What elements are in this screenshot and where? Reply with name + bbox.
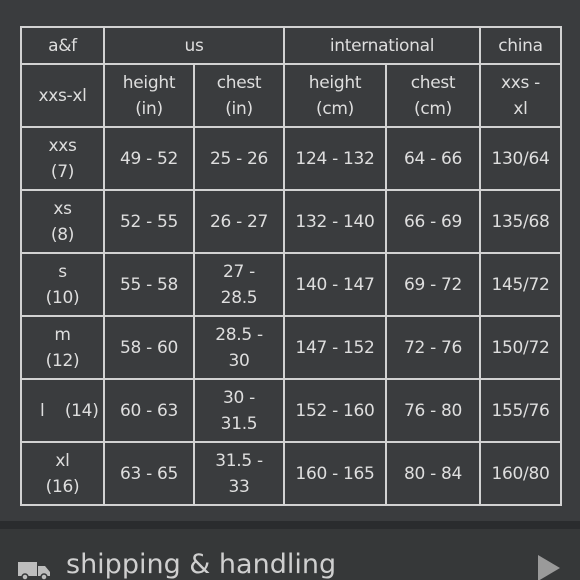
intl-chest-cell: 69 - 72 bbox=[386, 253, 480, 316]
intl-chest-cell: 72 - 76 bbox=[386, 316, 480, 379]
size-cell: xl (16) bbox=[21, 442, 104, 505]
header-international: international bbox=[284, 27, 480, 64]
china-size-cell: 150/72 bbox=[480, 316, 561, 379]
intl-height-cell: 124 - 132 bbox=[284, 127, 386, 190]
intl-height-cell: 147 - 152 bbox=[284, 316, 386, 379]
us-chest-cell: 25 - 26 bbox=[194, 127, 284, 190]
table-row bbox=[21, 379, 561, 442]
table-row bbox=[21, 253, 561, 316]
us-chest-cell: 28.5 - 30 bbox=[194, 316, 284, 379]
china-size-cell: 145/72 bbox=[480, 253, 561, 316]
intl-chest-cell: 66 - 69 bbox=[386, 190, 480, 253]
header-us: us bbox=[104, 27, 284, 64]
header-intl-chest: chest (cm) bbox=[386, 64, 480, 127]
china-size-cell: 130/64 bbox=[480, 127, 561, 190]
us-chest-cell: 27 - 28.5 bbox=[194, 253, 284, 316]
us-chest-cell: 26 - 27 bbox=[194, 190, 284, 253]
header-china: china bbox=[480, 27, 561, 64]
header-china-size: xxs - xl bbox=[480, 64, 561, 127]
size-cell: l (14) bbox=[21, 379, 104, 442]
intl-height-cell: 160 - 165 bbox=[284, 442, 386, 505]
us-height-cell: 60 - 63 bbox=[104, 379, 194, 442]
intl-height-cell: 132 - 140 bbox=[284, 190, 386, 253]
intl-chest-cell: 76 - 80 bbox=[386, 379, 480, 442]
header-brand: a&f bbox=[21, 27, 104, 64]
us-chest-cell: 30 - 31.5 bbox=[194, 379, 284, 442]
size-cell: m (12) bbox=[21, 316, 104, 379]
shipping-handling-row[interactable] bbox=[0, 529, 580, 580]
table-row bbox=[21, 190, 561, 253]
header-us-height: height (in) bbox=[104, 64, 194, 127]
footer-divider bbox=[0, 521, 580, 529]
header-us-chest: chest (in) bbox=[194, 64, 284, 127]
size-cell: xs (8) bbox=[21, 190, 104, 253]
shipping-handling-label[interactable]: shipping & handling bbox=[66, 549, 337, 580]
size-chart-table bbox=[20, 26, 562, 506]
intl-height-cell: 152 - 160 bbox=[284, 379, 386, 442]
play-icon[interactable] bbox=[536, 555, 560, 580]
header-row-regions bbox=[21, 27, 561, 64]
intl-chest-cell: 64 - 66 bbox=[386, 127, 480, 190]
intl-height-cell: 140 - 147 bbox=[284, 253, 386, 316]
china-size-cell: 160/80 bbox=[480, 442, 561, 505]
us-height-cell: 49 - 52 bbox=[104, 127, 194, 190]
us-height-cell: 58 - 60 bbox=[104, 316, 194, 379]
header-row-measures bbox=[21, 64, 561, 127]
china-size-cell: 155/76 bbox=[480, 379, 561, 442]
china-size-cell: 135/68 bbox=[480, 190, 561, 253]
table-row bbox=[21, 316, 561, 379]
us-height-cell: 63 - 65 bbox=[104, 442, 194, 505]
size-cell: xxs (7) bbox=[21, 127, 104, 190]
header-intl-height: height (cm) bbox=[284, 64, 386, 127]
size-cell: s (10) bbox=[21, 253, 104, 316]
us-height-cell: 55 - 58 bbox=[104, 253, 194, 316]
header-size-range: xxs-xl bbox=[21, 64, 104, 127]
table-row bbox=[21, 442, 561, 505]
us-height-cell: 52 - 55 bbox=[104, 190, 194, 253]
table-row bbox=[21, 127, 561, 190]
truck-icon bbox=[18, 562, 50, 580]
us-chest-cell: 31.5 - 33 bbox=[194, 442, 284, 505]
intl-chest-cell: 80 - 84 bbox=[386, 442, 480, 505]
